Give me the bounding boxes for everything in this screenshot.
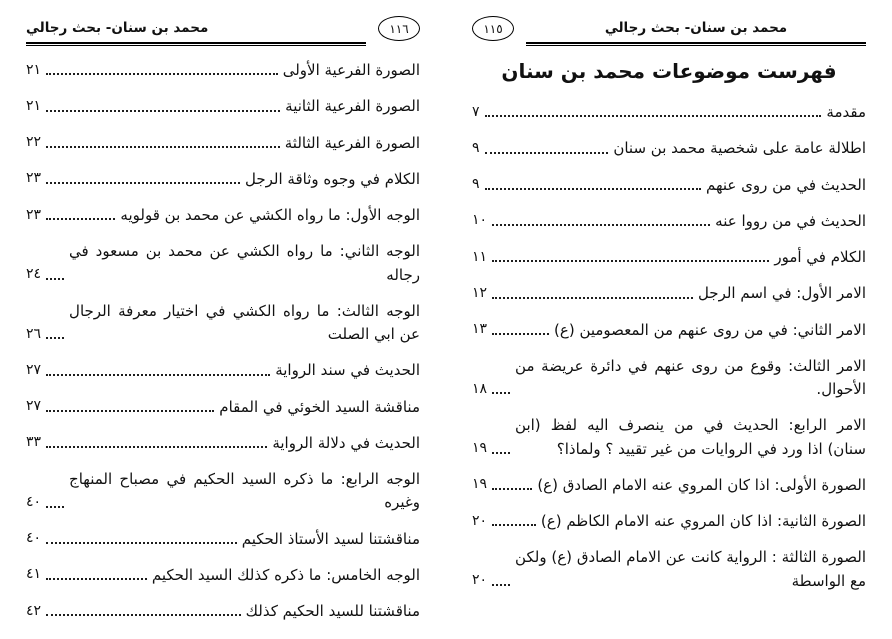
- toc-entry-title: مناقشة السيد الخوئي في المقام: [219, 397, 420, 416]
- toc-entry-title: الصورة الفرعية الثالثة: [284, 133, 420, 152]
- toc-entry-title: الوجه الخامس: ما ذكره كذلك السيد الحكيم: [151, 565, 420, 584]
- toc-entry: [26, 564, 420, 587]
- toc-entry: [26, 396, 420, 419]
- dot-leader: [46, 542, 237, 544]
- page-header: [472, 16, 866, 45]
- dot-leader: [492, 392, 510, 394]
- dot-leader: [46, 410, 214, 412]
- toc-entry-page: ٢٧: [26, 361, 42, 378]
- toc-entry: [26, 528, 420, 551]
- page-number-badge: [378, 16, 420, 41]
- dot-leader: [492, 584, 510, 586]
- toc-entry-title: اطلالة عامة على شخصية محمد بن سنان: [613, 139, 866, 158]
- toc-entry: [472, 474, 866, 497]
- page-number-badge: [472, 16, 514, 41]
- toc-entry-title: الصورة الثانية: اذا كان المروي عنه الامام الكاظم (ع): [540, 512, 866, 530]
- toc-entry-page: ٤٠: [26, 530, 42, 547]
- toc-entry-title: الصورة الأولى: اذا كان المروي عنه الامام الصادق (ع): [537, 475, 866, 494]
- dot-leader: [46, 337, 64, 339]
- toc-entry: [472, 101, 866, 124]
- toc-entry-page: ٣٣: [26, 434, 42, 451]
- dot-leader: [46, 146, 280, 148]
- toc-entry-title: الامر الأول: في اسم الرجل: [697, 284, 866, 303]
- toc-entry-page: ٢١: [26, 97, 42, 114]
- toc-entry: [26, 240, 420, 287]
- toc-entry-page: ٢٠: [472, 512, 488, 529]
- running-header-title: محمد بن سنان- بحث رجالي: [26, 20, 209, 36]
- toc-entry: [472, 414, 866, 461]
- toc-entry-title: الوجه الثالث: ما رواه الكشي في اختيار معرفة الرجال عن ابي الصلت: [69, 301, 420, 343]
- toc-entry-title: الوجه الرابع: ما ذكره السيد الحكيم في مصباح المنهاج وغيره: [69, 470, 420, 512]
- toc-entry: [26, 468, 420, 515]
- toc-entry-page: ١١: [472, 248, 488, 265]
- toc-entry-title: مناقشتنا للسيد الحكيم كذلك: [245, 602, 420, 620]
- dot-leader: [46, 614, 241, 616]
- toc-entry-page: ٩: [472, 139, 480, 156]
- dot-leader: [46, 110, 280, 112]
- toc-entry: [472, 137, 866, 160]
- header-rule: [26, 17, 366, 44]
- toc-entry: [26, 59, 420, 82]
- toc-entry-page: ١٣: [472, 321, 488, 338]
- toc-list-left: [26, 59, 420, 623]
- toc-entry-page: ٢٣: [26, 206, 42, 223]
- toc-entry-page: ٢٧: [26, 398, 42, 415]
- toc-list-right: [472, 101, 866, 593]
- toc-entry-title: الامر الرابع: الحديث في من ينصرف اليه لفظ (ابن سنان) اذا ورد في الروايات من غير تقييد ؟ ولماذا؟: [515, 416, 866, 458]
- dot-leader: [492, 297, 693, 299]
- dot-leader: [485, 115, 822, 117]
- toc-entry: [26, 168, 420, 191]
- toc-entry-title: الكلام في أمور: [774, 248, 866, 266]
- toc-entry-page: ٢١: [26, 61, 42, 78]
- toc-entry: [472, 319, 866, 342]
- toc-entry-page: ١٠: [472, 212, 488, 229]
- dot-leader: [46, 182, 240, 184]
- dot-leader: [46, 73, 278, 75]
- toc-entry-page: ٤٢: [26, 602, 42, 619]
- toc-entry: [26, 432, 420, 455]
- dot-leader: [492, 452, 510, 454]
- toc-entry-page: ٢٤: [26, 266, 42, 283]
- toc-entry-title: مناقشتنا لسيد الأستاذ الحكيم: [241, 529, 420, 548]
- page-right-115: [446, 0, 892, 639]
- toc-entry-page: ١٢: [472, 284, 488, 301]
- toc-entry-page: ٧: [472, 103, 480, 120]
- toc-entry-title: الحديث في سند الرواية: [275, 361, 420, 380]
- toc-entry-title: الوجه الأول: ما رواه الكشي عن محمد بن قولويه: [120, 206, 420, 224]
- toc-entry: [26, 132, 420, 155]
- toc-entry: [472, 282, 866, 305]
- toc-entry-title: الوجه الثاني: ما رواه الكشي عن محمد بن مسعود في رجاله: [69, 242, 420, 284]
- dot-leader: [46, 218, 115, 220]
- toc-section-title: فهرست موضوعات محمد بن سنان: [501, 59, 837, 83]
- header-rule: [526, 17, 866, 44]
- dot-leader: [492, 488, 532, 490]
- toc-entry: [472, 510, 866, 533]
- dot-leader: [46, 278, 64, 280]
- toc-entry-page: ١٩: [472, 476, 488, 493]
- toc-entry-page: ١٩: [472, 440, 488, 457]
- toc-entry-page: ٢٢: [26, 134, 42, 151]
- toc-entry-page: ٤١: [26, 566, 42, 583]
- toc-entry: [472, 355, 866, 402]
- dot-leader: [492, 524, 536, 526]
- toc-entry: [26, 300, 420, 347]
- toc-entry: [472, 246, 866, 269]
- toc-entry-title: الصورة الفرعية الثانية: [285, 97, 420, 116]
- toc-entry: [26, 600, 420, 623]
- dot-leader: [492, 224, 710, 226]
- toc-entry: [26, 359, 420, 382]
- toc-entry-page: ٢٣: [26, 170, 42, 187]
- toc-entry-page: ٤٠: [26, 493, 42, 510]
- toc-entry: [472, 546, 866, 593]
- page-header: [26, 16, 420, 45]
- page-number: ١١٦: [389, 21, 409, 36]
- toc-entry-title: الحديث في دلالة الرواية: [272, 433, 420, 452]
- toc-entry-title: الحديث في من رووا عنه: [715, 211, 866, 230]
- dot-leader: [492, 333, 549, 335]
- toc-entry-title: الصورة الثالثة : الرواية كانت عن الامام الصادق (ع) ولكن مع الواسطة: [515, 548, 866, 590]
- toc-entry-title: مقدمة: [826, 103, 866, 121]
- toc-entry-title: الكلام في وجوه وثاقة الرجل: [245, 169, 420, 188]
- toc-entry-page: ٩: [472, 176, 480, 193]
- toc-entry: [26, 204, 420, 227]
- dot-leader: [46, 446, 267, 448]
- dot-leader: [46, 506, 64, 508]
- dot-leader: [485, 188, 701, 190]
- toc-entry: [472, 210, 866, 233]
- toc-entry-title: الصورة الفرعية الأولى: [282, 61, 420, 79]
- dot-leader: [492, 260, 769, 262]
- dot-leader: [485, 152, 609, 154]
- toc-entry-title: الامر الثاني: في من روى عنهم من المعصومين (ع): [554, 320, 866, 339]
- toc-entry: [472, 174, 866, 197]
- toc-entry-title: الحديث في من روى عنهم: [706, 175, 866, 194]
- toc-entry: [26, 95, 420, 118]
- page-number: ١١٥: [483, 21, 503, 36]
- toc-entry-page: ٢٠: [472, 572, 488, 589]
- toc-entry-page: ١٨: [472, 380, 488, 397]
- running-header-title: محمد بن سنان- بحث رجالي: [604, 20, 788, 36]
- dot-leader: [46, 578, 147, 580]
- toc-entry-title: الامر الثالث: وقوع من روى عنهم في دائرة عريضة من الأحوال.: [515, 356, 866, 398]
- toc-entry-page: ٢٦: [26, 325, 42, 342]
- dot-leader: [46, 374, 270, 376]
